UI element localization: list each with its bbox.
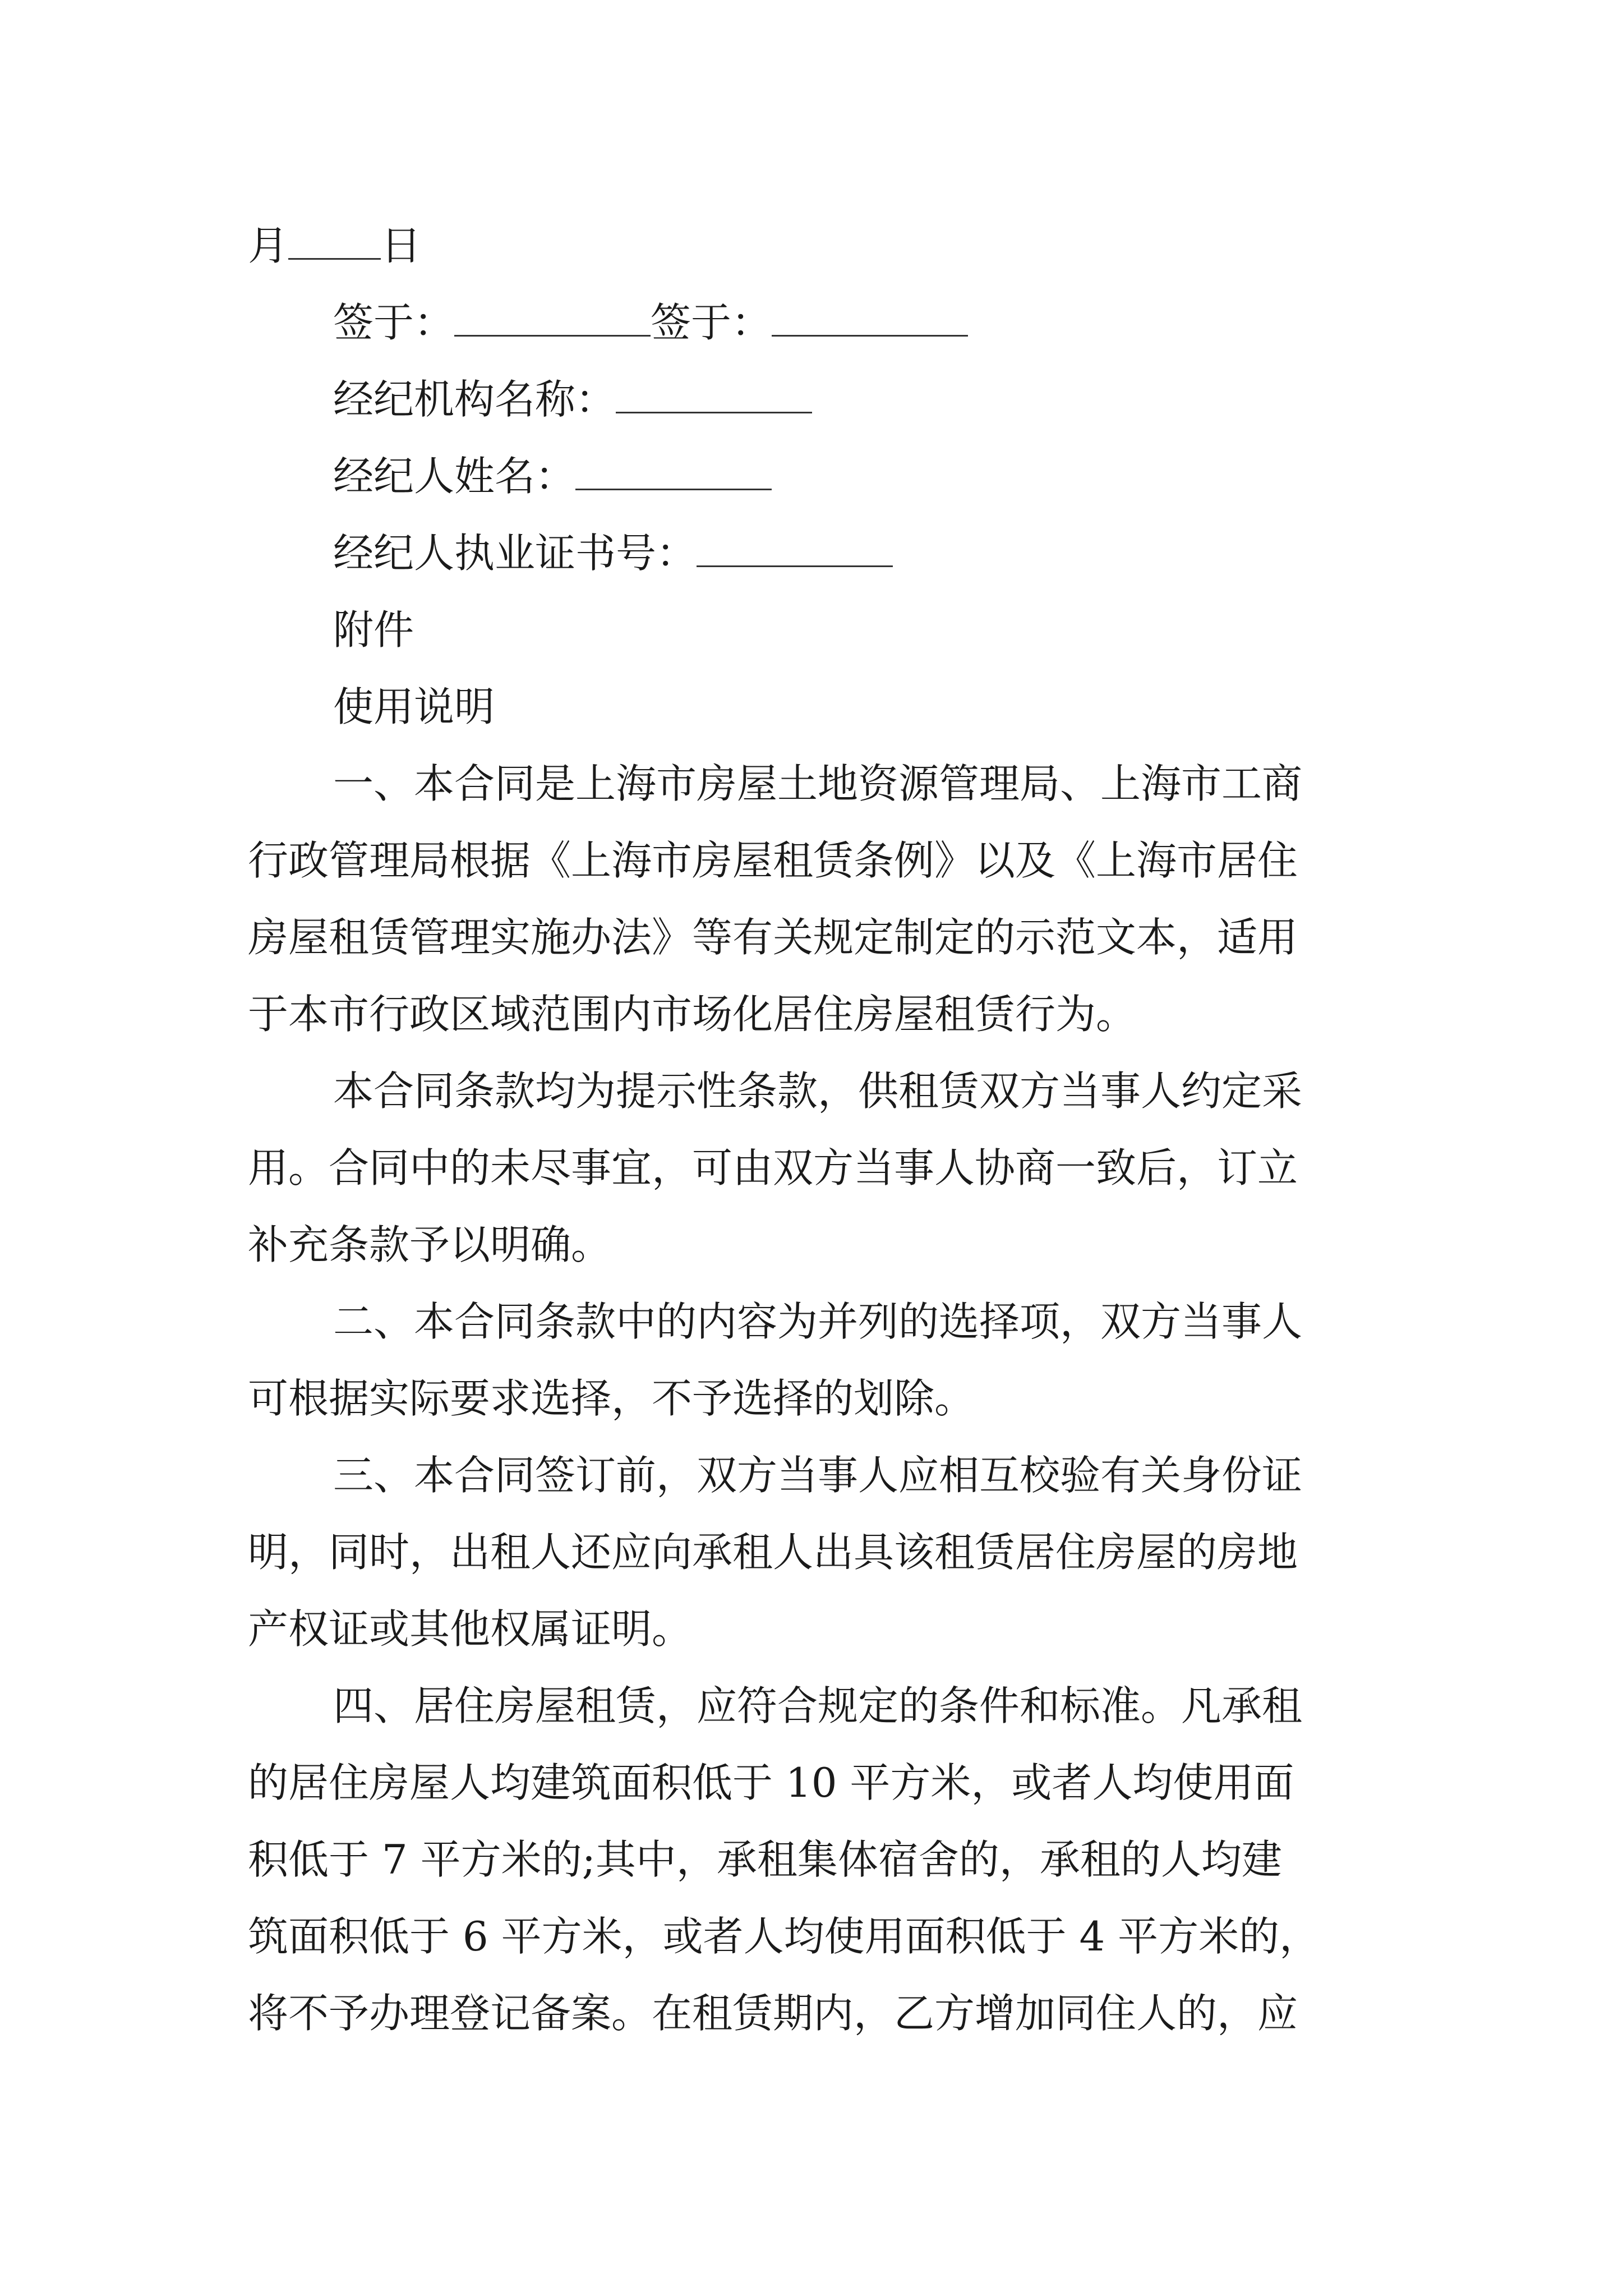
paragraph-line: 可根据实际要求选择，不予选择的划除。	[248, 1375, 975, 1422]
paragraph-line: 四、居住房屋租赁，应符合规定的条件和标准。凡承租	[333, 1682, 1303, 1729]
paragraph-5	[248, 1668, 1375, 2052]
agent-cert-blank	[697, 533, 893, 567]
paragraph-line: 积低于 7 平方米的;其中，承租集体宿舍的，承租的人均建	[248, 1836, 1282, 1883]
day-blank	[288, 226, 381, 260]
agent-cert-label: 经纪人执业证书号：	[333, 530, 697, 577]
paragraph-line: 将不予办理登记备案。在租赁期内，乙方增加同住人的，应	[248, 1990, 1298, 2037]
paragraph-line: 行政管理局根据《上海市房屋租赁条例》以及《上海市居住	[248, 837, 1298, 884]
agent-name-line	[248, 438, 1375, 515]
signature-blank-b	[772, 302, 968, 337]
paragraph-1	[248, 746, 1375, 1053]
paragraph-line: 的居住房屋人均建筑面积低于 10 平方米，或者人均使用面	[248, 1759, 1294, 1806]
paragraph-line: 筑面积低于 6 平方米，或者人均使用面积低于 4 平方米的，	[248, 1913, 1320, 1960]
attachment-heading: 附件	[333, 606, 414, 654]
month-label: 月	[248, 222, 289, 269]
signature-label-b: 签于：	[651, 299, 772, 346]
paragraph-3	[248, 1283, 1375, 1437]
paragraph-line: 明，同时，出租人还应向承租人出具该租赁居住房屋的房地	[248, 1529, 1298, 1576]
signature-blank-a	[454, 302, 651, 337]
agency-name-blank	[616, 379, 812, 413]
paragraph-line: 三、本合同签订前，双方当事人应相互校验有关身份证	[333, 1452, 1303, 1499]
instructions-heading: 使用说明	[333, 683, 495, 730]
paragraph-line: 二、本合同条款中的内容为并列的选择项，双方当事人	[333, 1298, 1303, 1345]
agent-name-label: 经纪人姓名：	[333, 453, 576, 500]
document-body	[248, 208, 1375, 2052]
agency-name-line	[248, 361, 1375, 438]
paragraph-line: 补充条款予以明确。	[248, 1221, 612, 1268]
signature-label-a: 签于：	[333, 299, 455, 346]
date-line	[248, 208, 1375, 284]
day-label: 日	[381, 222, 422, 269]
paragraph-line: 房屋租赁管理实施办法》等有关规定制定的示范文本，适用	[248, 914, 1298, 961]
paragraph-line: 一、本合同是上海市房屋土地资源管理局、上海市工商	[333, 760, 1303, 807]
paragraph-line: 用。合同中的未尽事宜，可由双方当事人协商一致后，订立	[248, 1144, 1298, 1191]
paragraph-line: 于本市行政区域范围内市场化居住房屋租赁行为。	[248, 991, 1137, 1038]
paragraph-line: 产权证或其他权属证明。	[248, 1605, 693, 1653]
paragraph-2	[248, 1053, 1375, 1283]
agent-name-blank	[575, 456, 772, 490]
paragraph-line: 本合同条款均为提示性条款，供租赁双方当事人约定采	[333, 1068, 1303, 1115]
agent-cert-line	[248, 515, 1375, 592]
signature-line	[248, 284, 1375, 361]
agency-name-label: 经纪机构名称：	[333, 376, 616, 423]
paragraph-4	[248, 1437, 1375, 1668]
